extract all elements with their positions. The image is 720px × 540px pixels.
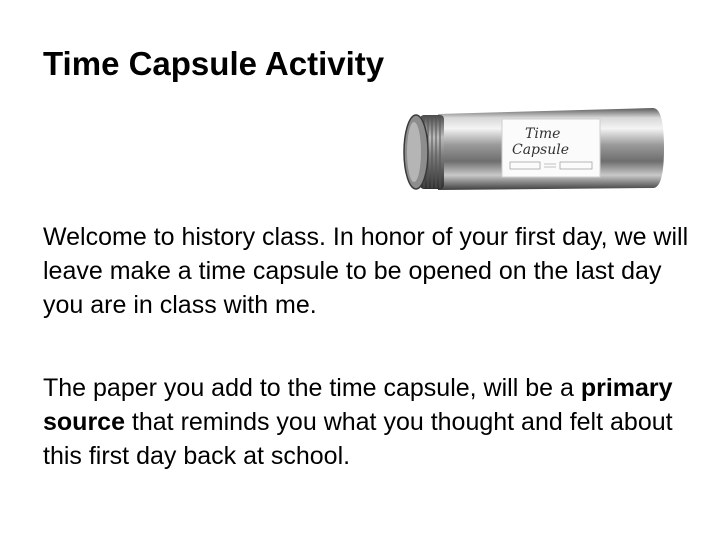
capsule-label-time: Time [525, 126, 561, 142]
slide-title: Time Capsule Activity [43, 45, 385, 82]
primary-source-term: primary source [43, 374, 673, 436]
welcome-paragraph: Welcome to history class. In honor of your first day, we will leave make a time capsule to be opened on the last day you are in class with me. [43, 223, 689, 319]
capsule-label-capsule: Capsule [512, 142, 569, 158]
paragraph-lead: The paper you add to the time capsule, will be a [43, 374, 581, 402]
paragraph-tail: that reminds you what you thought and felt about this first day back at school. [43, 408, 673, 470]
primary-source-paragraph [43, 371, 693, 473]
time-capsule-image [398, 104, 666, 198]
